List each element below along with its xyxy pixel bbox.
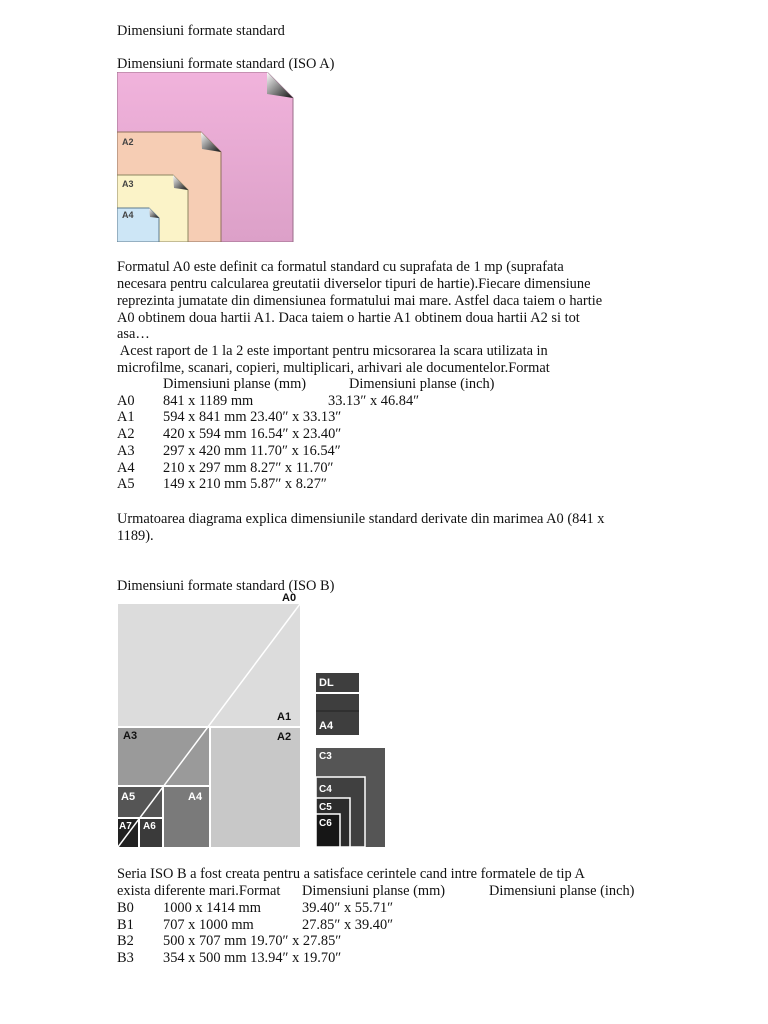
block-a4 [164,787,209,847]
row-mm: 149 x 210 mm 5.87″ x 8.27″ [163,476,327,492]
label-a2: A2 [277,731,292,743]
label-c4: C4 [319,784,332,795]
iso-a-paragraph-line-1: Formatul A0 este definit ca formatul standard cu suprafata de 1 mp (suprafata [117,259,564,275]
row-format: B1 [117,917,134,933]
diagram-explanation-line-1: Urmatoarea diagrama explica dimensiunile standard derivate din marimea A0 (841 x [117,511,605,527]
iso-a-paper-figure [117,72,294,242]
iso-a-paragraph-line-2: necesara pentru calcularea greutatii diverselor tipuri de hartie).Fiecare dimensiune [117,276,591,292]
row-mm: 707 x 1000 mm [163,917,254,933]
label-a4: A4 [188,791,203,803]
row-mm: 210 x 297 mm 8.27″ x 11.70″ [163,460,334,476]
iso-b-paragraph-text: exista diferente mari.Format [117,883,281,899]
iso-a-paragraph-line-3: reprezinta jumatate din dimensiunea formatului mai mare. Astfel daca taiem o hartie [117,293,603,309]
label-a6: A6 [143,821,156,832]
row-format: B0 [117,900,134,916]
label-a7: A7 [119,821,132,832]
label-a2: A2 [122,137,134,147]
row-format: B3 [117,950,134,966]
row-format: A2 [117,426,135,442]
paper-size-diagram [117,590,389,850]
block-a2 [211,728,300,847]
row-mm: 1000 x 1414 mm [163,900,261,916]
row-format: A1 [117,409,135,425]
paper-size-diagram-svg [117,590,389,850]
row-format: A5 [117,476,135,492]
label-a3: A3 [123,730,138,742]
iso-a-paper-svg [117,72,294,242]
row-format: A0 [117,393,135,409]
label-a1: A1 [277,711,292,723]
row-inch: 27.85″ x 39.40″ [302,917,394,933]
row-mm: 354 x 500 mm 13.94″ x 19.70″ [163,950,342,966]
diagram-explanation-line-2: 1189). [117,528,154,544]
label-dl: DL [319,677,334,689]
iso-b-heading: Dimensiuni formate standard (ISO B) [117,578,335,594]
label-envelope-a4: A4 [319,720,334,732]
label-a5: A5 [121,791,136,803]
label-a3: A3 [122,179,134,189]
iso-a-paragraph-line-5: asa… [117,326,150,342]
iso-a-paragraph-line-4: A0 obtinem doua hartii A1. Daca taiem o hartie A1 obtinem doua hartii A2 si tot [117,310,580,326]
row-inch: 33.13″ x 46.84″ [328,393,420,409]
header-mm: Dimensiuni planse (mm) [163,376,307,392]
iso-a-heading: Dimensiuni formate standard (ISO A) [117,56,335,72]
header-mm: Dimensiuni planse (mm) [302,883,446,899]
row-mm: 500 x 707 mm 19.70″ x 27.85″ [163,933,342,949]
row-mm: 594 x 841 mm 23.40″ x 33.13″ [163,409,342,425]
header-inch: Dimensiuni planse (inch) [489,883,635,899]
label-a0: A0 [282,592,297,604]
row-format: A3 [117,443,135,459]
header-inch: Dimensiuni planse (inch) [349,376,495,392]
row-mm: 297 x 420 mm 11.70″ x 16.54″ [163,443,341,459]
document-title: Dimensiuni formate standard [117,23,285,39]
row-mm: 420 x 594 mm 16.54″ x 23.40″ [163,426,342,442]
row-mm: 841 x 1189 mm [163,393,254,409]
row-format: B2 [117,933,134,949]
iso-b-paragraph-line-1: Seria ISO B a fost creata pentru a satisface cerintele cand intre formatele de tip A [117,866,585,882]
label-c6: C6 [319,818,332,829]
iso-a-paragraph-line-6: Acest raport de 1 la 2 este important pentru micsorarea la scara utilizata in [117,343,548,359]
row-format: A4 [117,460,135,476]
row-inch: 39.40″ x 55.71″ [302,900,394,916]
label-a4: A4 [122,210,134,220]
label-c3: C3 [319,751,332,762]
label-c5: C5 [319,802,332,813]
block-a1 [118,604,300,726]
iso-a-paragraph-line-7: microfilme, scanari, copieri, multiplicari, arhivari ale documentelor.Format [117,360,550,376]
